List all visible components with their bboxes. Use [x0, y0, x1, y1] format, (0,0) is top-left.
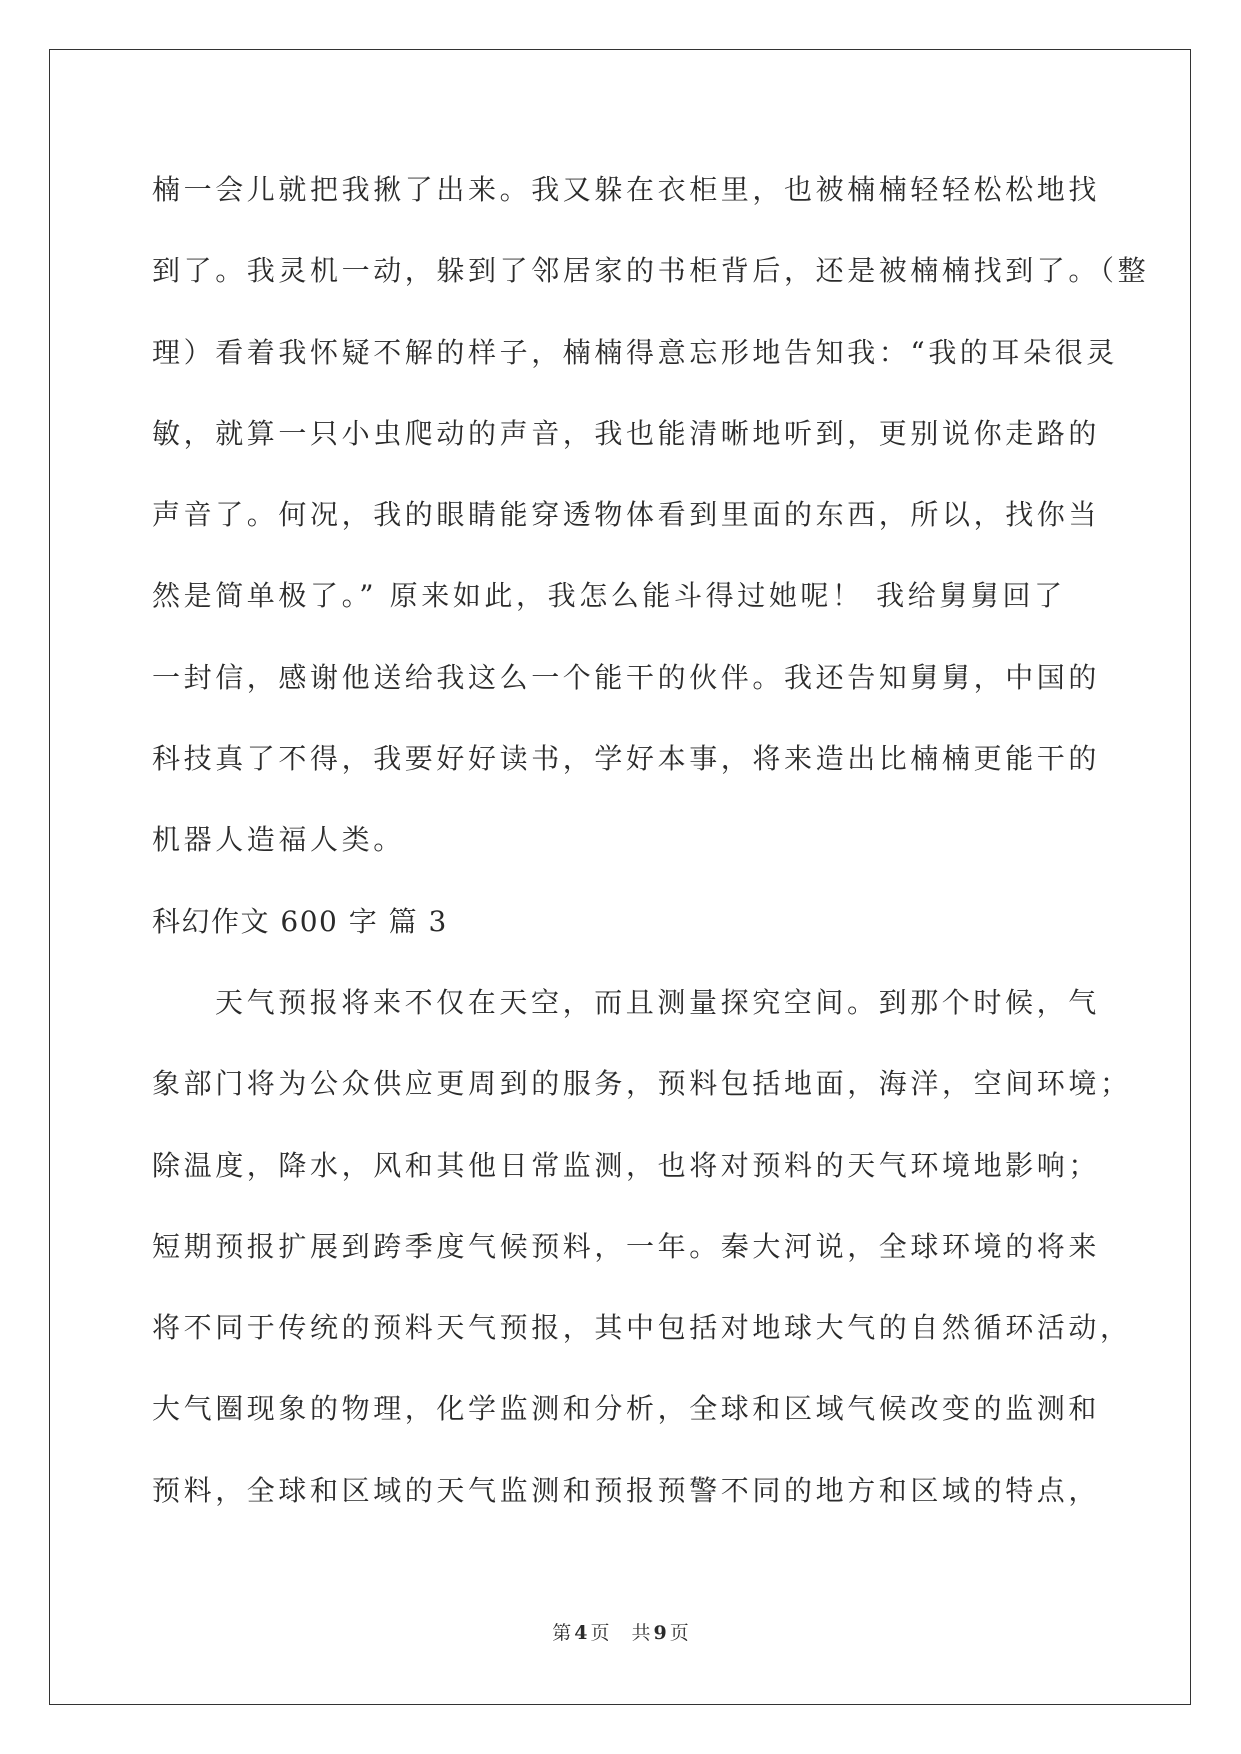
text-line: 预料，全球和区域的天气监测和预报预警不同的地方和区域的特点，	[152, 1473, 1101, 1507]
text-line: 然是简单极了。” 原来如此，我怎么能斗得过她呢！ 我给舅舅回了	[152, 579, 1066, 613]
text-line: 机器人造福人类。	[152, 823, 405, 857]
page-prefix: 第	[552, 1622, 572, 1644]
section-title: 科幻作文 600 字 篇 3	[152, 904, 448, 938]
paragraph-first-line: 天气预报将来不仅在天空，而且测量探究空间。到那个时候，气	[215, 985, 1100, 1019]
current-page-number: 4	[574, 1622, 588, 1644]
text-line: 声音了。何况，我的眼睛能穿透物体看到里面的东西，所以，找你当	[152, 498, 1101, 532]
total-suffix: 页	[669, 1622, 689, 1644]
document-body	[152, 162, 1150, 1544]
text-line: 一封信，感谢他送给我这么一个能干的伙伴。我还告知舅舅，中国的	[152, 660, 1101, 694]
text-line: 楠一会儿就把我揪了出来。我又躲在衣柜里，也被楠楠轻轻松松地找	[152, 173, 1101, 206]
text-line: 科技真了不得，我要好好读书，学好本事，将来造出比楠楠更能干的	[152, 742, 1101, 776]
text-line: 到了。我灵机一动，躲到了邻居家的书柜背后，还是被楠楠找到了。（整	[152, 254, 1150, 288]
text-line: 象部门将为公众供应更周到的服务，预料包括地面，海洋，空间环境；	[152, 1067, 1132, 1101]
page-footer	[0, 1618, 1241, 1645]
text-line: 大气圈现象的物理，化学监测和分析，全球和区域气候改变的监测和	[152, 1392, 1101, 1426]
text-line: 除温度，降水，风和其他日常监测，也将对预料的天气环境地影响；	[152, 1148, 1101, 1182]
text-line: 敏，就算一只小虫爬动的声音，我也能清晰地听到，更别说你走路的	[152, 416, 1101, 450]
total-prefix: 共	[631, 1622, 651, 1644]
page-suffix: 页	[590, 1622, 610, 1644]
text-line: 将不同于传统的预料天气预报，其中包括对地球大气的自然循环活动，	[152, 1311, 1132, 1345]
text-line: 理）看着我怀疑不解的样子，楠楠得意忘形地告知我：“我的耳朵很灵	[152, 335, 1118, 369]
total-pages-number: 9	[653, 1622, 667, 1644]
text-line: 短期预报扩展到跨季度气候预料，一年。秦大河说，全球环境的将来	[152, 1229, 1101, 1263]
